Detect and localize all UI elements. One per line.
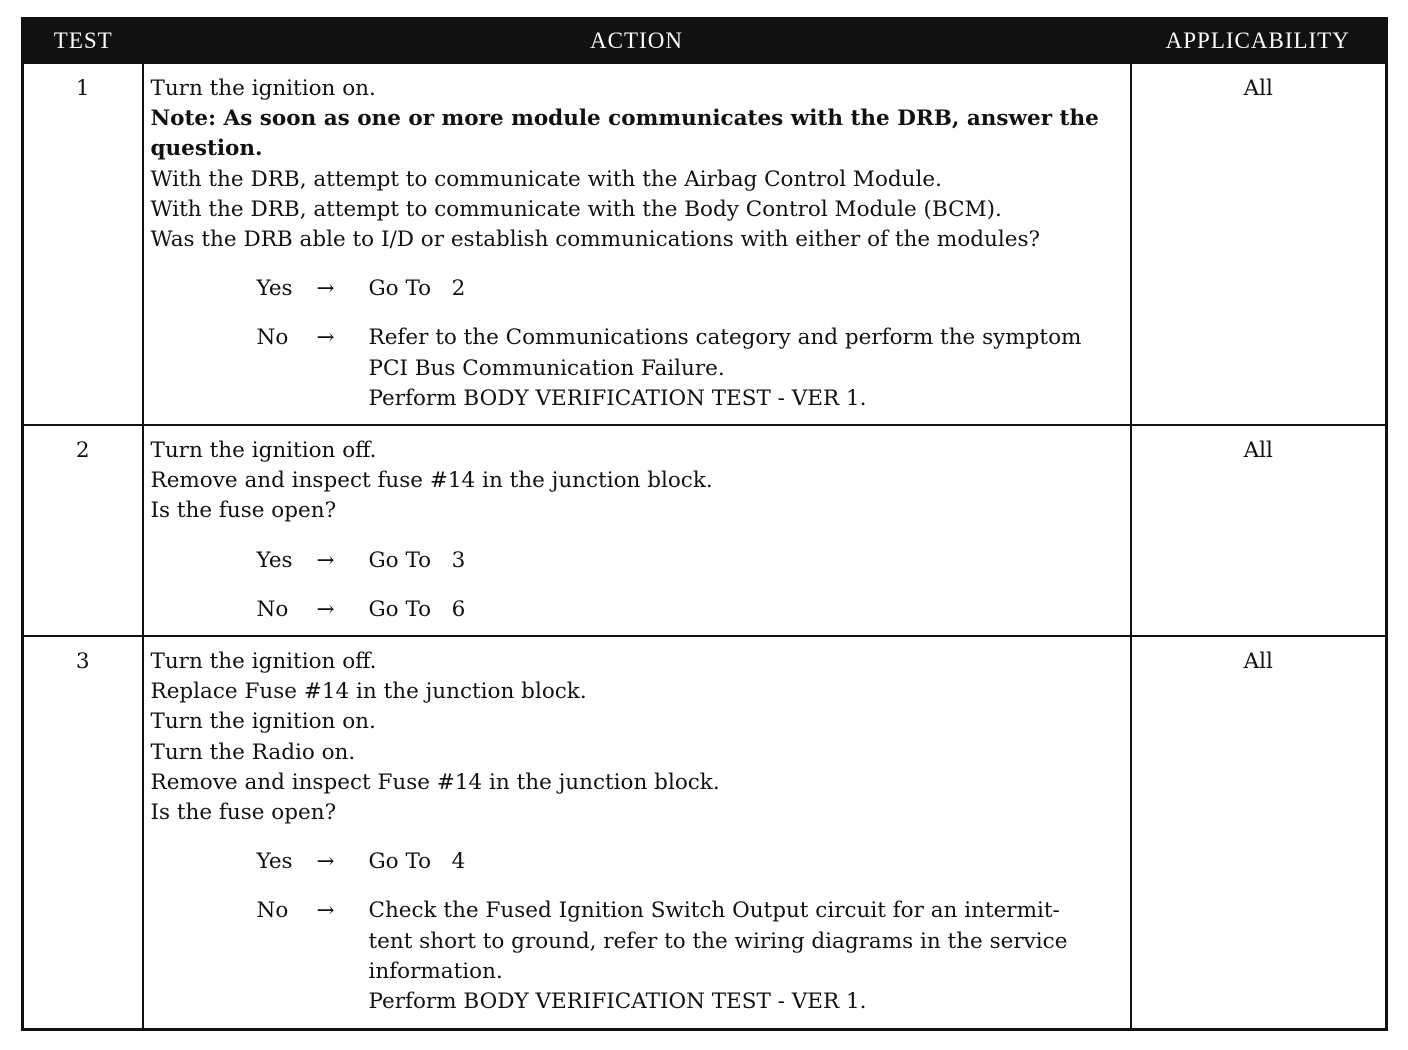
arrow-right-icon: → bbox=[316, 547, 335, 573]
result-line: information. bbox=[368, 958, 503, 984]
action-line: Turn the ignition on. bbox=[150, 709, 376, 735]
branch-yes bbox=[257, 847, 1126, 877]
test-number: 1 bbox=[23, 63, 143, 425]
action-line: Remove and inspect fuse #14 in the junction block. bbox=[150, 468, 713, 494]
action-line: Remove and inspect Fuse #14 in the junction block. bbox=[150, 769, 720, 795]
branch-answer: Yes bbox=[256, 849, 293, 875]
branch-answer: Yes bbox=[256, 547, 293, 573]
arrow-right-icon: → bbox=[316, 276, 335, 302]
result-line: Go To 2 bbox=[368, 276, 466, 302]
branch-result bbox=[369, 595, 1126, 625]
action-cell bbox=[143, 636, 1131, 1029]
applicability-value: All bbox=[1131, 425, 1387, 636]
branch-answer: No bbox=[256, 596, 289, 622]
result-line: tent short to ground, refer to the wiring diagrams in the service bbox=[368, 928, 1068, 954]
branch-no bbox=[257, 595, 1126, 625]
header-action: ACTION bbox=[143, 19, 1131, 64]
result-line: PCI Bus Communication Failure. bbox=[368, 355, 725, 381]
branch-result bbox=[369, 896, 1126, 1017]
action-cell bbox=[143, 63, 1131, 425]
action-line: Is the fuse open? bbox=[150, 800, 337, 826]
branch-yes bbox=[257, 546, 1126, 576]
action-line: Was the DRB able to I/D or establish communications with either of the modules? bbox=[150, 227, 1041, 253]
applicability-value: All bbox=[1131, 63, 1387, 425]
action-line: With the DRB, attempt to communicate with the Body Control Module (BCM). bbox=[150, 196, 1002, 222]
applicability-value: All bbox=[1131, 636, 1387, 1029]
branch-no bbox=[257, 323, 1126, 414]
branch-result bbox=[369, 274, 1126, 304]
result-line: Go To 4 bbox=[368, 849, 466, 875]
action-cell bbox=[143, 425, 1131, 636]
branch-yes bbox=[257, 274, 1126, 304]
test-number: 3 bbox=[23, 636, 143, 1029]
result-line: Go To 6 bbox=[368, 596, 466, 622]
table-row bbox=[23, 636, 1387, 1029]
result-line: Check the Fused Ignition Switch Output circuit for an intermit- bbox=[368, 898, 1060, 924]
table-row bbox=[23, 425, 1387, 636]
result-line: Perform BODY VERIFICATION TEST - VER 1. bbox=[368, 385, 867, 411]
diagnostic-test-table bbox=[21, 17, 1388, 1031]
action-line: Turn the ignition off. bbox=[150, 649, 377, 674]
branch-no bbox=[257, 896, 1126, 1017]
arrow-right-icon: → bbox=[316, 325, 335, 351]
action-note: Note: As soon as one or more module communicates with the DRB, answer the question. bbox=[150, 106, 1099, 162]
arrow-right-icon: → bbox=[316, 596, 335, 622]
action-line: Turn the ignition on. bbox=[150, 76, 376, 101]
branch-answer: No bbox=[256, 325, 289, 351]
header-applicability: APPLICABILITY bbox=[1131, 19, 1387, 64]
action-line: Is the fuse open? bbox=[150, 498, 337, 524]
action-line: Turn the Radio on. bbox=[150, 739, 356, 765]
result-line: Refer to the Communications category and perform the symptom bbox=[368, 325, 1082, 351]
header-test: TEST bbox=[23, 19, 143, 64]
branch-result bbox=[369, 323, 1126, 414]
arrow-right-icon: → bbox=[316, 898, 335, 924]
table-row bbox=[23, 63, 1387, 425]
action-line: Turn the ignition off. bbox=[150, 438, 377, 463]
branch-result bbox=[369, 546, 1126, 576]
action-line: Replace Fuse #14 in the junction block. bbox=[150, 679, 587, 705]
branch-answer: No bbox=[256, 898, 289, 924]
arrow-right-icon: → bbox=[316, 849, 335, 875]
table-header-row bbox=[23, 19, 1387, 64]
action-line: With the DRB, attempt to communicate with the Airbag Control Module. bbox=[150, 166, 942, 192]
branch-result bbox=[369, 847, 1126, 877]
result-line: Perform BODY VERIFICATION TEST - VER 1. bbox=[368, 989, 867, 1015]
result-line: Go To 3 bbox=[368, 547, 466, 573]
branch-answer: Yes bbox=[256, 276, 293, 302]
test-number: 2 bbox=[23, 425, 143, 636]
